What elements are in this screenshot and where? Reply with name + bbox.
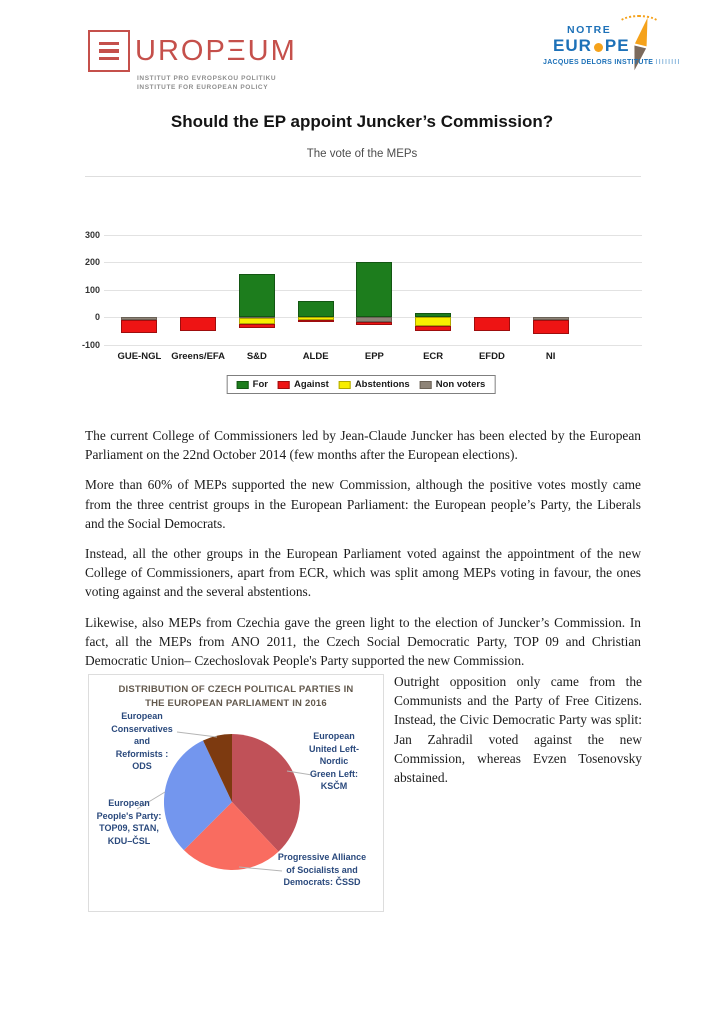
x-axis-category-label: GUE-NGL [117, 351, 162, 362]
pie-slice-label [89, 797, 169, 847]
pie-label-line: of Socialists and [286, 864, 358, 875]
bar-segment-against [415, 326, 451, 331]
legend-label: Non voters [435, 379, 486, 390]
x-axis-category-label: NI [545, 351, 556, 362]
legend-item [237, 379, 268, 390]
bar-segment-against [121, 320, 157, 333]
pie-label-line: ODS [132, 761, 152, 771]
pie-label-line: European [108, 798, 150, 808]
paragraph-3: Instead, all the other groups in the European Parliament voted against the appointment of the new College of Commissioners, apart from ECR, which was split among MEPs voting in favour, the ones voting against and the several abstentions. [85, 546, 641, 600]
divider-line [85, 176, 641, 177]
bar-group-ALDE [286, 225, 345, 365]
notre-line2 [553, 36, 701, 56]
pie-label-line: People's Party: [96, 810, 162, 821]
body-text [85, 426, 641, 681]
y-axis-tick-label: 300 [84, 229, 100, 240]
pie-slice-label [282, 730, 386, 793]
pie-label-line: KSČM [320, 781, 348, 791]
notre-europe-logo [543, 24, 701, 66]
bar-group-S&D [228, 225, 287, 365]
side-paragraph [394, 672, 642, 787]
notre-line2-left: EUR [553, 36, 592, 55]
bar-chart-plot-area [104, 225, 642, 365]
bar-group-GUE-NGL [110, 225, 169, 365]
legend-label: Against [293, 379, 329, 390]
legend-label: For [252, 379, 268, 390]
bar-group-ECR [404, 225, 463, 365]
legend-swatch [237, 381, 249, 389]
pie-label-line: Democrats: ČSSD [283, 877, 361, 887]
pie-slice-label [259, 851, 385, 889]
bar-segment-abstentions [415, 317, 451, 326]
legend-swatch [278, 381, 290, 389]
bar-group-EPP [345, 225, 404, 365]
page-title: Should the EP appoint Juncker’s Commission? [170, 112, 554, 131]
x-axis-category-label: Greens/EFA [171, 351, 226, 362]
pie-label-line: and [133, 736, 150, 746]
bar-chart-legend [227, 375, 496, 394]
pie-label-line: United Left- [309, 743, 359, 754]
europeum-wordmark: UROPΞUM [135, 34, 297, 67]
x-axis-category-label: ECR [423, 351, 444, 362]
logo-bar [99, 42, 119, 46]
compass-dot-icon [594, 43, 603, 52]
pie-label-line: Nordic [319, 756, 349, 766]
pie-title-line2: THE EUROPEAN PARLIAMENT IN 2016 [145, 698, 327, 709]
y-axis [80, 225, 100, 365]
x-axis-category-label: EPP [364, 351, 384, 362]
europeum-tagline-en: INSTITUTE FOR EUROPEAN POLICY [137, 84, 269, 91]
logo-bar [99, 49, 119, 53]
pie-label-line: KDU–ČSL [107, 835, 151, 846]
legend-swatch [339, 381, 351, 389]
paragraph-1: The current College of Commissioners led by Jean-Claude Juncker has been elected by the European Parliament on the 22nd October 2014 (few months after the European elections). [85, 428, 641, 463]
meps-vote-bar-chart [80, 225, 642, 400]
bar-group-EFDD [463, 225, 522, 365]
europeum-logo [88, 30, 297, 92]
bar-group-NI [521, 225, 580, 365]
paragraph-5: Outright opposition only came from the Communists and the Party of Free Citizens. Instead, the Civic Democratic Party was split: Jan Zahradil voted against the new Commission, whereas Evzen Tosenovsky abstained. [394, 674, 642, 786]
pie-label-line: European [121, 711, 163, 721]
notre-line1: NOTRE [567, 24, 612, 36]
notre-line2-right: PE [604, 36, 630, 55]
logo-bar [99, 57, 119, 61]
bar-segment-for [356, 262, 392, 317]
pie-label-line: Green Left: [309, 768, 358, 779]
pie-label-line: Conservatives [111, 723, 173, 734]
europeum-logo-icon [88, 30, 130, 72]
bar-group-Greens/EFA [169, 225, 228, 365]
pie-slice-label [99, 710, 185, 773]
pie-label-line: TOP09, STAN, [99, 823, 159, 833]
x-axis-category-label: EFDD [478, 351, 505, 362]
y-axis-tick-label: 200 [84, 257, 100, 267]
bar-segment-for [239, 274, 275, 317]
legend-label: Abstentions [354, 379, 410, 390]
legend-item [420, 379, 486, 390]
czech-parties-pie-box [88, 674, 384, 912]
notre-tick-marks: IIIIIIII [655, 59, 681, 66]
bar-segment-against [533, 320, 569, 334]
notre-line3: JACQUES DELORS INSTITUTE [543, 59, 654, 66]
europeum-tagline-cz: INSTITUT PRO EVROPSKOU POLITIKU [137, 75, 277, 82]
legend-swatch [420, 381, 432, 389]
pie-title-line1: DISTRIBUTION OF CZECH POLITICAL PARTIES IN [118, 684, 354, 695]
y-axis-tick-label: -100 [81, 339, 100, 350]
page-subtitle: The vote of the MEPs [306, 148, 418, 160]
pie-label-line: Reformists : [115, 748, 169, 759]
paragraph-2: More than 60% of MEPs supported the new Commission, although the positive votes mostly came from the three centrist groups in the European Parliament: the European people’s Party, the Liberals and the Social Democrats. [85, 477, 641, 531]
y-axis-tick-label: 100 [84, 284, 100, 295]
bar-segment-for [298, 301, 334, 317]
bars-row [110, 225, 580, 365]
bar-segment-against [356, 322, 392, 325]
y-axis-tick-label: 0 [94, 312, 100, 322]
legend-item [339, 379, 410, 390]
pie-label-line: European [313, 731, 355, 741]
legend-item [278, 379, 329, 390]
x-axis-category-label: ALDE [302, 351, 329, 362]
bar-segment-against [239, 324, 275, 328]
pie-label-line: Progressive Alliance [277, 852, 367, 862]
bar-segment-against [298, 320, 334, 322]
x-axis-category-label: S&D [246, 351, 267, 362]
bar-segment-against [180, 317, 216, 331]
paragraph-4: Likewise, also MEPs from Czechia gave the green light to the election of Juncker’s Commission. In fact, all the MEPs from ANO 2011, the Czech Social Democratic Party, TOP 09 and Christian Democratic Union– Czechoslovak People's Party supported the new Commission. [85, 614, 641, 669]
bar-segment-against [474, 317, 510, 331]
